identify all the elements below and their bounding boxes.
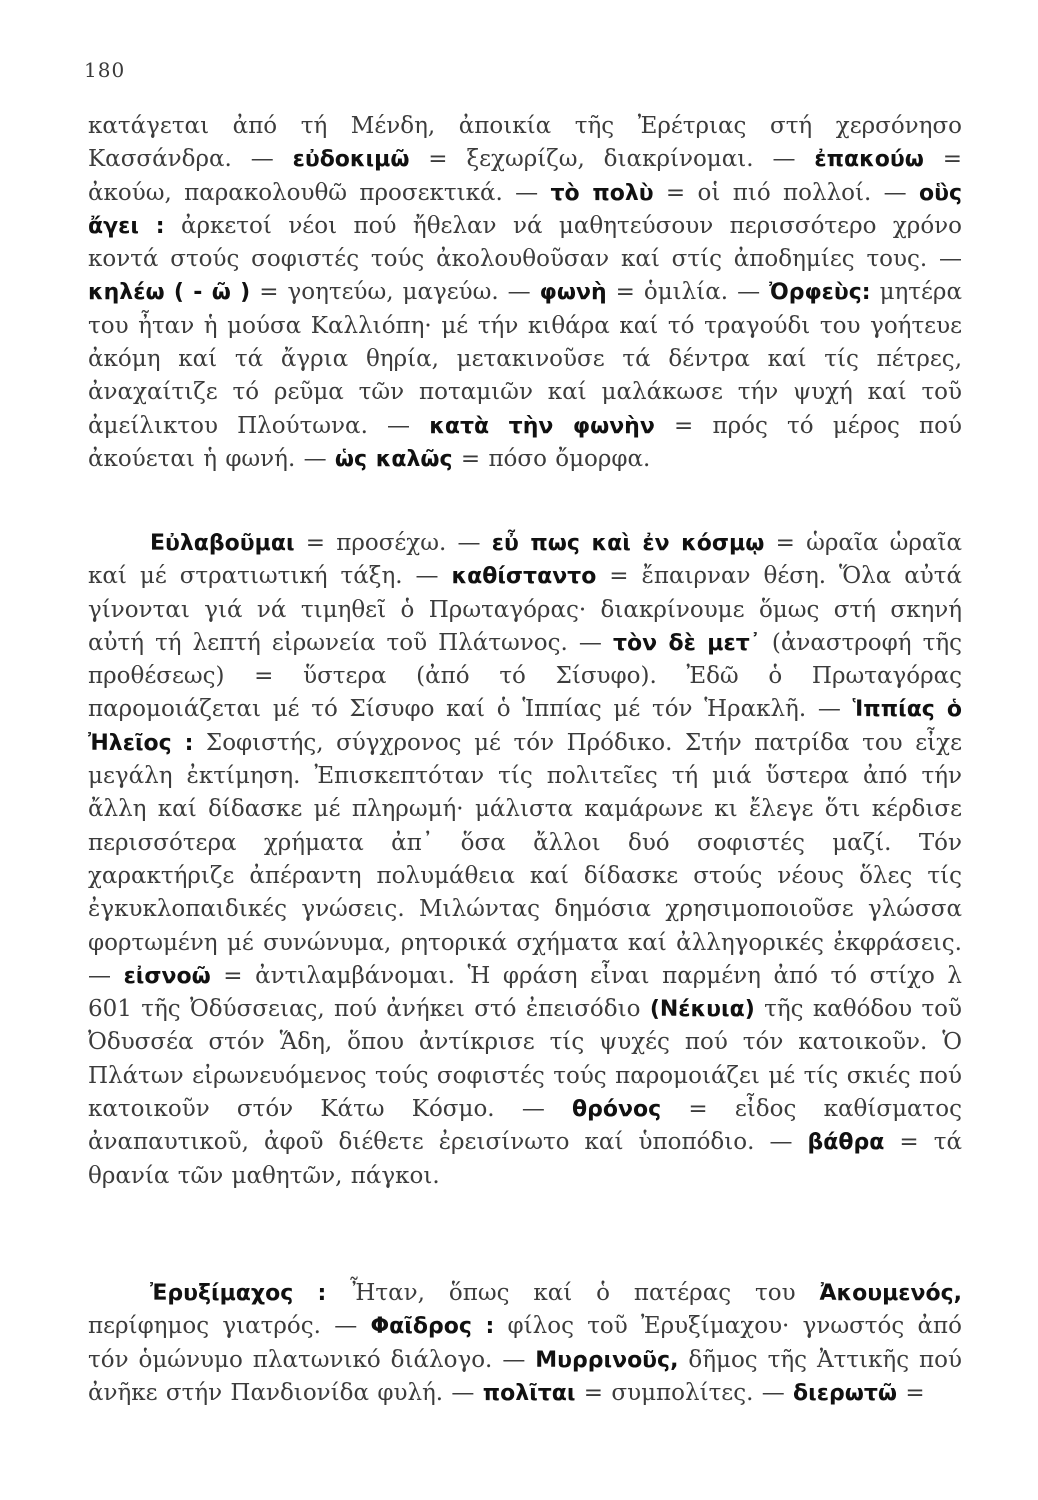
gloss-text: = ἀντιλαμβάνομαι. Ἡ φράση εἶναι παρμένη ἀπό τό στίχο λ 601 τῆς Ὀδύσσειας, πού ἀνήκει στό ἐπεισόδιο bbox=[88, 962, 962, 1023]
gloss-text: = πόσο ὄμορφα. bbox=[452, 445, 651, 472]
headword-term: τὸν δὲ μετ᾽ bbox=[612, 630, 761, 656]
gloss-text: = ἔπαιρναν θέση. Ὅλα αὐτά γίνονται γιά νά τιμηθεῖ ὁ Πρωταγόρας· διακρίνουμε ὅμως στή σκηνή αὐτή τή λεπτή εἰρωνεία τοῦ Πλάτωνος. — bbox=[88, 563, 963, 656]
gloss-text: μητέρα του ἦταν ἡ μούσα Καλλιόπη· μέ τήν κιθάρα καί τό τραγούδι του γοήτευε ἀκόμη καί τά ἄγρια θηρία, μετακινοῦσε τά δέντρα καί τίς πέτρες, ἀναχαίτιζε τό ρεῦμα τῶν ποταμιῶν καί μαλάκωσε τήν ψυχή καί τοῦ ἀμείλικτου Πλούτωνα. — bbox=[88, 279, 962, 439]
headword-term: Ἀκουμενός, bbox=[819, 1281, 962, 1306]
gloss-text: = πρός τό μέρος πού ἀκούεται ἡ φωνή. — bbox=[88, 412, 962, 472]
gloss-text: = εἶδος καθίσματος ἀναπαυτικοῦ, ἀφοῦ διέθετε ἐρεισίνωτο καί ὑποπόδιο. — bbox=[88, 1096, 962, 1156]
headword-term: τὸ πολὺ bbox=[550, 180, 654, 206]
headword-term: πολῖται bbox=[482, 1380, 576, 1406]
headword-term: Ἱππίας ὁ Ἠλεῖος : bbox=[88, 697, 962, 756]
gloss-text: = bbox=[897, 1379, 925, 1406]
headword-term: (Νέκυια) bbox=[649, 997, 755, 1023]
gloss-text: = τά θρανία τῶν μαθητῶν, πάγκοι. bbox=[88, 1129, 962, 1189]
gloss-text: = οἱ πιό πολλοί. — bbox=[653, 179, 919, 206]
headword-term: οὓς ἄγει : bbox=[88, 180, 962, 239]
headword-term: ὡς καλῶς bbox=[334, 446, 453, 472]
gloss-text: κατάγεται ἀπό τή Μένδη, ἀποικία τῆς Ἐρέτριας στή χερσόνησο Κασσάνδρα. — bbox=[88, 113, 962, 173]
headword-term: Εὐλαβοῦμαι bbox=[150, 531, 295, 556]
gloss-text: = προσέχω. — bbox=[294, 530, 492, 556]
headword-term: κατὰ τὴν φωνὴν bbox=[429, 413, 655, 439]
gloss-text: = ἀκούω, παρακολουθῶ προσεκτικά. — bbox=[88, 146, 963, 206]
headword-term: βάθρα bbox=[807, 1130, 885, 1156]
headword-term: φωνὴ bbox=[539, 280, 607, 306]
headword-term: Ἐρυξίμαχος : bbox=[150, 1281, 327, 1306]
headword-term: ἐπακούω bbox=[814, 147, 924, 173]
headword-term: θρόνος bbox=[572, 1097, 662, 1123]
headword-term: κηλέω ( - ῶ ) bbox=[88, 280, 251, 306]
gloss-text: = ὡραῖα ὡραῖα καί μέ στρατιωτική τάξη. — bbox=[88, 530, 962, 590]
gloss-text: δῆμος τῆς Ἀττικῆς πού ἀνῆκε στήν Πανδιονίδα φυλή. — bbox=[88, 1346, 962, 1406]
gloss-text: = ὁμιλία. — bbox=[606, 279, 770, 306]
gloss-text: (ἀναστροφή τῆς προθέσεως) = ὕστερα (ἀπό τό Σίσυφο). Ἐδῶ ὁ Πρωταγόρας παρομοιάζεται μέ τό Σίσυφο καί ὁ Ἱππίας μέ τόν Ἡρακλῆ. — bbox=[88, 629, 962, 723]
gloss-text: περίφημος γιατρός. — bbox=[88, 1313, 371, 1340]
gloss-text: φίλος τοῦ Ἐρυξίμαχου· γνωστός ἀπό τόν ὁμώνυμο πλατωνικό διάλογο. — bbox=[88, 1313, 962, 1373]
gloss-text: = ξεχωρίζω, διακρίνομαι. — bbox=[409, 146, 815, 173]
gloss-text: ἀρκετοί νέοι πού ἤθελαν νά μαθητεύσουν περισσότερο χρόνο κοντά στούς σοφιστές τούς ἀκολουθοῦσαν καί στίς ἀποδημίες τους. — bbox=[88, 212, 963, 273]
headword-term: εὐδοκιμῶ bbox=[292, 147, 410, 173]
headword-term: Μυρρινοῦς, bbox=[535, 1347, 679, 1373]
headword-term: Ὀρφεὺς: bbox=[769, 280, 871, 306]
paragraph-commentary-1 bbox=[88, 110, 962, 476]
headword-term: Φαῖδρος : bbox=[370, 1314, 495, 1340]
headword-term: καθίσταντο bbox=[451, 564, 597, 590]
headword-term: εἰσνοῶ bbox=[123, 963, 211, 989]
paragraph-commentary-2 bbox=[88, 527, 962, 1193]
gloss-text: Ἦταν, ὅπως καί ὁ πατέρας του bbox=[326, 1280, 820, 1306]
gloss-text: τῆς καθόδου τοῦ Ὀδυσσέα στόν Ἅδη, ὅπου ἀντίκρισε τίς ψυχές πού τόν κατοικοῦν. Ὁ Πλάτων εἰρωνευόμενος τούς σοφιστές τούς παρομοιάζει μέ τίς σκιές πού κατοικοῦν στόν Κάτω Κόσμο. — bbox=[88, 996, 962, 1123]
headword-term: εὖ πως καὶ ἐν κόσμῳ bbox=[491, 531, 765, 556]
gloss-text: = συμπολίτες. — bbox=[575, 1379, 794, 1406]
headword-term: διερωτῶ bbox=[793, 1380, 898, 1406]
gloss-text: = γοητεύω, μαγεύω. — bbox=[250, 279, 540, 306]
page-number: 180 bbox=[84, 58, 126, 82]
gloss-text: Σοφιστής, σύγχρονος μέ τόν Πρόδικο. Στήν πατρίδα του εἶχε μεγάλη ἐκτίμηση. Ἐπισκεπτόταν τίς πολιτεῖες τή μιά ὕστερα ἀπό τήν ἄλλη καί δίδασκε μέ πληρωμή· μάλιστα καμάρωνε κι ἔλεγε ὅτι κέρδισε περισσότερα χρήματα ἀπ᾽ ὅσα ἄλλοι δυό σοφιστές μαζί. Τόν χαρακτήριζε ἀπέραντη πολυμάθεια καί δίδασκε στούς νέους ὅλες τίς ἐγκυκλοπαιδικές γνώσεις. Μιλώντας δημόσια χρησιμοποιοῦσε γλώσσα φορτωμένη μέ συνώνυμα, ρητορικά σχήματα καί ἀλληγορικές ἐκφράσεις. — bbox=[88, 729, 962, 989]
paragraph-commentary-3 bbox=[88, 1277, 962, 1410]
